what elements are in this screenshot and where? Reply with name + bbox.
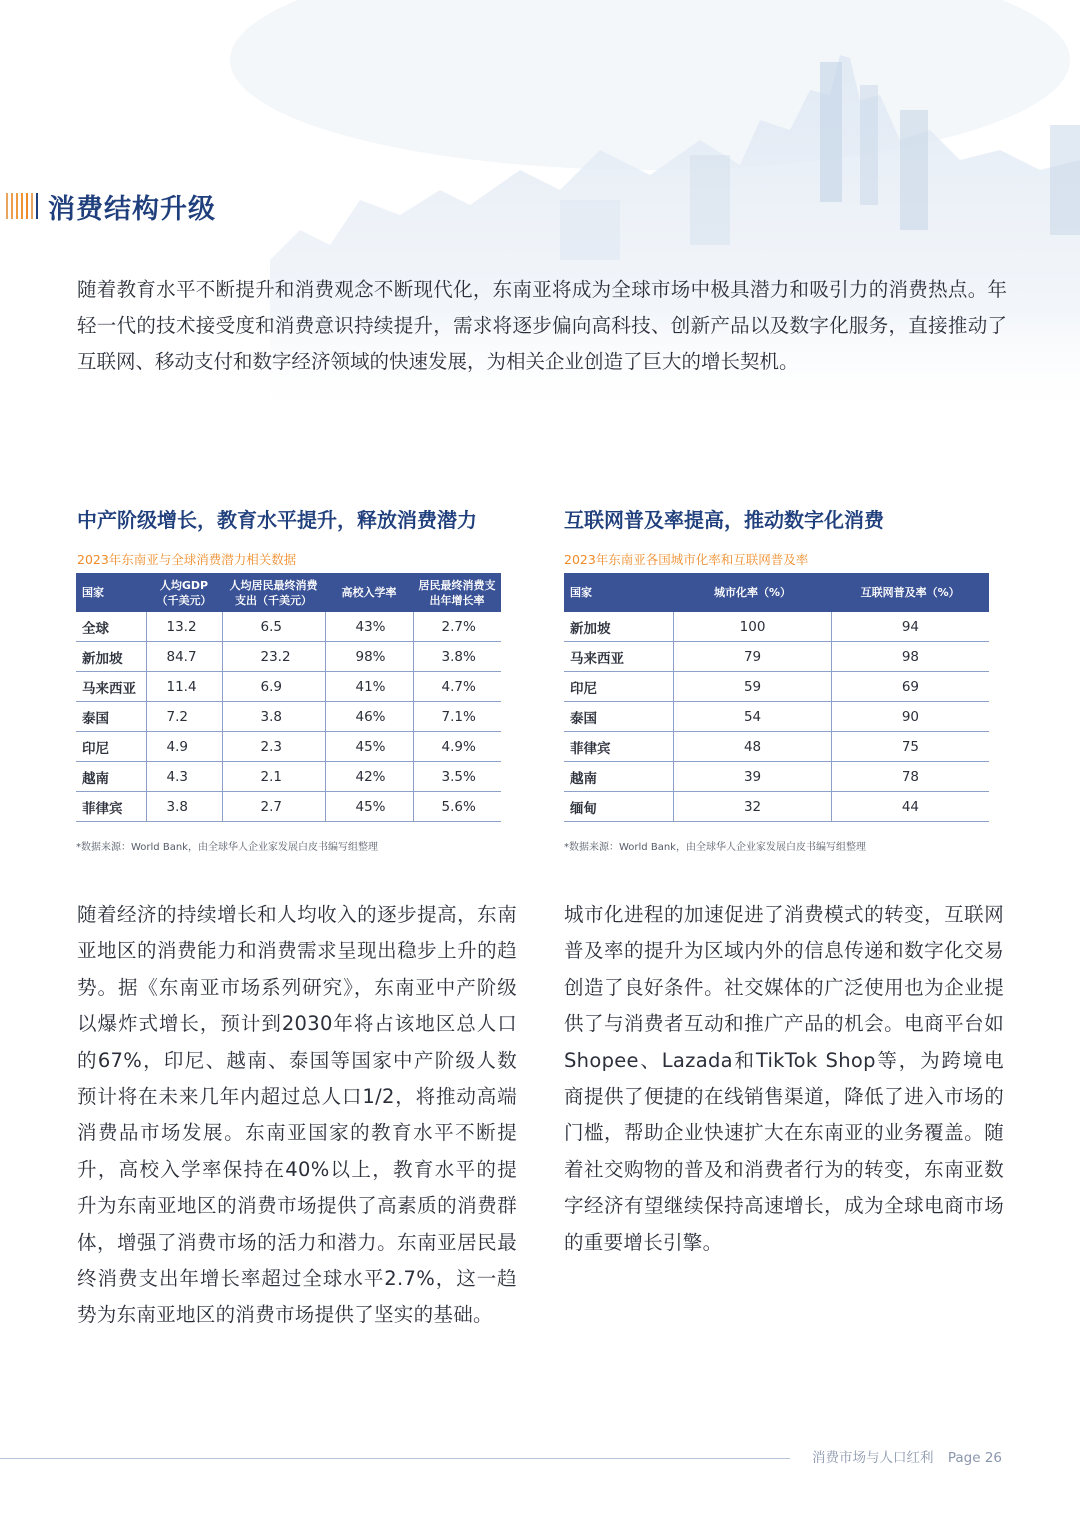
cell-value: 11.4: [146, 672, 222, 702]
cell-value: 23.2: [222, 642, 325, 672]
right-body-paragraph: 城市化进程的加速促进了消费模式的转变，互联网普及率的提升为区域内外的信息传递和数字化交易创造了良好条件。社交媒体的广泛使用也为企业提供了与消费者互动和推广产品的机会。电商平台如Shopee、Lazada和TikTok Shop等，为跨境电商提供了便捷的在线销售渠道，降低了进入市场的门槛，帮助企业快速扩大在东南亚的业务覆盖。随着社交购物的普及和消费者行为的转变，东南亚数字经济有望继续保持高速增长，成为全球电商市场的重要增长引擎。: [564, 903, 1004, 1254]
cell-value: 4.7%: [413, 672, 501, 702]
right-table-caption: 2023年东南亚各国城市化率和互联网普及率: [564, 552, 809, 567]
table-header-row: [564, 573, 989, 612]
cell-value: 32: [674, 792, 832, 822]
cell-value: 13.2: [146, 612, 222, 642]
col-header-enrollment: 高校入学率: [325, 573, 413, 612]
table-row: [76, 672, 501, 702]
table-row: [76, 762, 501, 792]
cell-country: 全球: [76, 612, 146, 642]
cell-value: 5.6%: [413, 792, 501, 822]
cell-country: 新加坡: [564, 612, 674, 642]
table-row: [564, 612, 989, 642]
cell-value: 48: [674, 732, 832, 762]
cell-value: 4.9%: [413, 732, 501, 762]
col-header-country: 国家: [564, 573, 674, 612]
page-title: 消费结构升级: [48, 193, 216, 225]
cell-value: 7.2: [146, 702, 222, 732]
cell-value: 3.8: [146, 792, 222, 822]
section-heading: [0, 186, 216, 226]
cell-value: 45%: [325, 732, 413, 762]
cell-country: 马来西亚: [76, 672, 146, 702]
cell-value: 75: [831, 732, 989, 762]
table-row: [564, 702, 989, 732]
cell-value: 98%: [325, 642, 413, 672]
table-row: [564, 792, 989, 822]
footer-section-name: 消费市场与人口红利: [812, 1450, 934, 1466]
col-header-internet: 互联网普及率（%）: [831, 573, 989, 612]
table-row: [76, 642, 501, 672]
cell-country: 泰国: [564, 702, 674, 732]
cell-value: 42%: [325, 762, 413, 792]
cell-value: 6.5: [222, 612, 325, 642]
cell-value: 4.3: [146, 762, 222, 792]
table-row: [564, 732, 989, 762]
left-section-title: 中产阶级增长，教育水平提升，释放消费潜力: [77, 508, 477, 532]
cell-value: 59: [674, 672, 832, 702]
cell-country: 泰国: [76, 702, 146, 732]
table-row: [564, 642, 989, 672]
table-row: [564, 762, 989, 792]
urbanization-internet-table: [564, 573, 989, 822]
cell-value: 2.1: [222, 762, 325, 792]
intro-paragraph: 随着教育水平不断提升和消费观念不断现代化，东南亚将成为全球市场中极具潜力和吸引力的消费热点。年轻一代的技术接受度和消费意识持续提升，需求将逐步偏向高科技、创新产品以及数字化服务，直接推动了互联网、移动支付和数字经济领域的快速发展，为相关企业创造了巨大的增长契机。: [77, 278, 1007, 373]
table-row: [76, 732, 501, 762]
cell-country: 菲律宾: [76, 792, 146, 822]
cell-value: 98: [831, 642, 989, 672]
table-row: [76, 702, 501, 732]
table-row: [76, 792, 501, 822]
footer-divider: [0, 1458, 790, 1459]
col-header-country: 国家: [76, 573, 146, 612]
cell-value: 94: [831, 612, 989, 642]
cell-value: 78: [831, 762, 989, 792]
right-section-title: 互联网普及率提高，推动数字化消费: [564, 508, 884, 532]
cell-country: 马来西亚: [564, 642, 674, 672]
cell-value: 45%: [325, 792, 413, 822]
col-header-gdp: 人均GDP（千美元）: [146, 573, 222, 612]
cell-value: 44: [831, 792, 989, 822]
cell-value: 69: [831, 672, 989, 702]
cell-value: 43%: [325, 612, 413, 642]
cell-country: 菲律宾: [564, 732, 674, 762]
cell-value: 84.7: [146, 642, 222, 672]
cell-value: 41%: [325, 672, 413, 702]
table-row: [76, 612, 501, 642]
cell-value: 3.5%: [413, 762, 501, 792]
cell-country: 越南: [76, 762, 146, 792]
cell-country: 越南: [564, 762, 674, 792]
cell-value: 2.7%: [413, 612, 501, 642]
right-source-note: *数据来源：World Bank，由全球华人企业家发展白皮书编写组整理: [564, 842, 866, 853]
cell-value: 39: [674, 762, 832, 792]
cell-country: 印尼: [76, 732, 146, 762]
col-header-urbanization: 城市化率（%）: [674, 573, 832, 612]
table-row: [564, 672, 989, 702]
cell-value: 2.7: [222, 792, 325, 822]
consumption-potential-table: [76, 573, 501, 822]
cell-value: 54: [674, 702, 832, 732]
cell-country: 缅甸: [564, 792, 674, 822]
col-header-consumption: 人均居民最终消费支出（千美元）: [222, 573, 325, 612]
cell-value: 90: [831, 702, 989, 732]
cell-value: 2.3: [222, 732, 325, 762]
cell-value: 7.1%: [413, 702, 501, 732]
cell-value: 3.8: [222, 702, 325, 732]
cell-value: 100: [674, 612, 832, 642]
cell-value: 79: [674, 642, 832, 672]
cell-value: 46%: [325, 702, 413, 732]
cell-value: 3.8%: [413, 642, 501, 672]
footer: [802, 1446, 1002, 1466]
table-header-row: [76, 573, 501, 612]
cell-value: 4.9: [146, 732, 222, 762]
cell-value: 6.9: [222, 672, 325, 702]
left-body-paragraph: 随着经济的持续增长和人均收入的逐步提高，东南亚地区的消费能力和消费需求呈现出稳步上升的趋势。据《东南亚市场系列研究》，东南亚中产阶级以爆炸式增长，预计到2030年将占该地区总人口的67%，印尼、越南、泰国等国家中产阶级人数预计将在未来几年内超过总人口1/2，将推动高端消费品市场发展。东南亚国家的教育水平不断提升，高校入学率保持在40%以上，教育水平的提升为东南亚地区的消费市场提供了高素质的消费群体，增强了消费市场的活力和潜力。东南亚居民最终消费支出年增长率超过全球水平2.7%，这一趋势为东南亚地区的消费市场提供了坚实的基础。: [77, 903, 517, 1327]
left-source-note: *数据来源：World Bank，由全球华人企业家发展白皮书编写组整理: [76, 842, 378, 853]
left-table-caption: 2023年东南亚与全球消费潜力相关数据: [77, 552, 297, 567]
cell-country: 印尼: [564, 672, 674, 702]
heading-accent-bars: [6, 193, 38, 219]
col-header-growth: 居民最终消费支出年增长率: [413, 573, 501, 612]
page-number: Page 26: [947, 1450, 1002, 1466]
cell-country: 新加坡: [76, 642, 146, 672]
